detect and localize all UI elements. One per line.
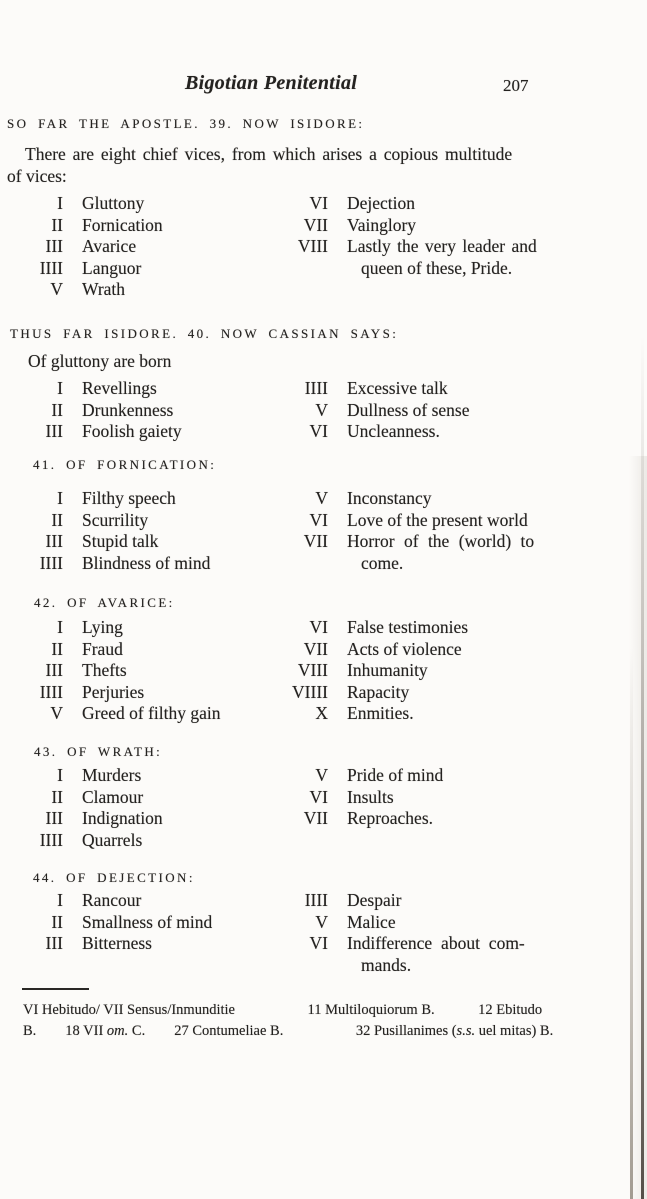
- list-row: [0, 765, 647, 787]
- vice-list-39: [0, 193, 647, 301]
- column-gap: [63, 378, 82, 400]
- column-gap: [63, 912, 82, 934]
- vice-label-right: Indifference about com-: [347, 933, 525, 954]
- column-gap: [328, 912, 347, 934]
- column-gap: [63, 830, 82, 852]
- list-row: [0, 258, 647, 280]
- roman-numeral-right: V: [315, 911, 328, 932]
- roman-numeral-left: III: [45, 236, 63, 257]
- column-gap: [328, 765, 347, 787]
- vice-label-left: Scurrility: [82, 509, 149, 530]
- vice-label-left: Indignation: [82, 808, 163, 829]
- roman-numeral-left: III: [45, 933, 63, 954]
- vice-label-left: Greed of filthy gain: [82, 703, 221, 724]
- roman-numeral-right: VIII: [297, 236, 328, 257]
- column-gap: [328, 258, 347, 280]
- roman-numeral-left: I: [57, 378, 63, 398]
- section-heading-43-wrath: 43. OF WRATH:: [34, 744, 163, 759]
- roman-numeral-left: I: [57, 488, 63, 508]
- roman-numeral-right: VII: [303, 214, 328, 235]
- vice-label-left: Lying: [82, 617, 123, 637]
- roman-numeral-left: III: [45, 660, 63, 681]
- roman-numeral-right: VI: [309, 617, 328, 637]
- roman-numeral-left: IIII: [39, 681, 63, 702]
- list-row: [0, 639, 647, 661]
- roman-numeral-left: II: [51, 638, 63, 659]
- list-row: [0, 531, 647, 553]
- column-gap: [63, 193, 82, 215]
- vice-label-right: Inconstancy: [347, 488, 432, 508]
- column-gap: [328, 193, 347, 215]
- roman-numeral-right: VI: [309, 509, 328, 530]
- column-gap: [328, 279, 347, 301]
- section-heading-44-dejection: 44. OF DEJECTION:: [33, 870, 195, 885]
- vice-label-right: queen of these, Pride.: [361, 257, 513, 278]
- roman-numeral-right: V: [315, 488, 328, 508]
- roman-numeral-right: VI: [309, 193, 328, 213]
- vice-label-left: Gluttony: [82, 193, 145, 213]
- column-gap: [328, 531, 347, 553]
- column-gap: [328, 703, 347, 725]
- column-gap: [328, 933, 347, 955]
- vice-label-right: Malice: [347, 911, 396, 932]
- roman-numeral-left: V: [50, 279, 63, 300]
- vice-label-left: Blindness of mind: [82, 552, 211, 573]
- roman-numeral-right: VIII: [297, 660, 328, 681]
- list-row: [0, 193, 647, 215]
- list-row: [0, 808, 647, 830]
- vice-label-left: Filthy speech: [82, 488, 176, 508]
- vice-label-right: Love of the present world: [347, 509, 528, 530]
- list-row: [0, 236, 647, 258]
- roman-numeral-left: I: [57, 765, 63, 785]
- list-row: [0, 510, 647, 532]
- vice-list-43-wrath: [0, 765, 647, 851]
- column-gap: [328, 955, 347, 977]
- column-gap: [328, 421, 347, 443]
- vice-label-right: mands.: [361, 954, 412, 975]
- column-gap: [328, 236, 347, 258]
- roman-numeral-right: [260, 830, 328, 852]
- column-gap: [63, 682, 82, 704]
- column-gap: [328, 830, 347, 852]
- column-gap: [328, 378, 347, 400]
- column-gap: [328, 682, 347, 704]
- column-gap: [63, 510, 82, 532]
- vice-label-right: Enmities.: [347, 703, 414, 724]
- vice-label-right: Despair: [347, 890, 402, 910]
- roman-numeral-right: VI: [309, 933, 328, 954]
- list-row: [0, 400, 647, 422]
- column-gap: [328, 215, 347, 237]
- column-gap: [328, 400, 347, 422]
- footnote-segment: uel mitas) B.: [475, 1023, 554, 1039]
- column-gap: [63, 660, 82, 682]
- column-gap: [63, 421, 82, 443]
- list-row: [0, 787, 647, 809]
- roman-numeral-right: VII: [303, 808, 328, 829]
- vice-label-right: False testimonies: [347, 617, 469, 637]
- roman-numeral-right: [260, 279, 328, 301]
- section-heading-41-fornication: 41. OF FORNICATION:: [33, 457, 217, 472]
- vice-label-right: Uncleanness.: [347, 421, 440, 442]
- roman-numeral-left: III: [45, 808, 63, 829]
- column-gap: [63, 890, 82, 912]
- column-gap: [328, 639, 347, 661]
- column-gap: [328, 808, 347, 830]
- vice-label-left: Murders: [82, 765, 142, 785]
- list-row: [0, 703, 647, 725]
- roman-numeral-left: III: [45, 421, 63, 442]
- section-heading-42-avarice: 42. OF AVARICE:: [34, 595, 175, 610]
- roman-numeral-right: [260, 955, 328, 977]
- roman-numeral-left: I: [57, 890, 63, 910]
- vice-label-left: Revellings: [82, 378, 157, 398]
- list-row: [0, 682, 647, 704]
- roman-numeral-left: IIII: [39, 829, 63, 850]
- list-row: [0, 279, 647, 301]
- roman-numeral-left: II: [51, 911, 63, 932]
- roman-numeral-right: IIII: [304, 378, 328, 398]
- roman-numeral-right: V: [315, 399, 328, 420]
- column-gap: [63, 703, 82, 725]
- roman-numeral-right: [260, 258, 328, 280]
- roman-numeral-right: VII: [303, 531, 328, 552]
- vice-list-40-gluttony: [0, 378, 647, 443]
- section-heading-39-isidore: SO FAR THE APOSTLE. 39. NOW ISIDORE:: [7, 116, 365, 131]
- vice-label-right: [347, 830, 647, 852]
- vice-label-left: Foolish gaiety: [82, 421, 182, 442]
- roman-numeral-right: VIIII: [292, 681, 328, 702]
- column-gap: [63, 933, 82, 955]
- vice-label-left: Bitterness: [82, 933, 152, 954]
- gluttony-intro-line: Of gluttony are born: [28, 351, 172, 371]
- vice-label-right: Insults: [347, 786, 394, 807]
- list-row: [0, 617, 647, 639]
- vice-label-right: Vainglory: [347, 214, 417, 235]
- list-row: [0, 890, 647, 912]
- roman-numeral-left: [0, 955, 63, 977]
- roman-numeral-right: VI: [309, 786, 328, 807]
- column-gap: [63, 215, 82, 237]
- vice-label-left: Thefts: [82, 660, 127, 681]
- footnote-italic-segment: om.: [106, 1023, 129, 1039]
- roman-numeral-right: VII: [303, 638, 328, 659]
- vice-label-right: Dullness of sense: [347, 399, 470, 420]
- list-row: [0, 933, 647, 955]
- column-gap: [63, 400, 82, 422]
- vice-list-41-fornication: [0, 488, 647, 574]
- list-row: [0, 215, 647, 237]
- column-gap: [63, 955, 82, 977]
- column-gap: [328, 617, 347, 639]
- vice-list-44-dejection: [0, 890, 647, 976]
- roman-numeral-left: II: [51, 509, 63, 530]
- column-gap: [328, 787, 347, 809]
- roman-numeral-left: I: [57, 617, 63, 637]
- vice-label-left: Fraud: [82, 638, 123, 659]
- intro-paragraph-line-2: of vices:: [7, 166, 67, 186]
- footnote-segment: B. 18 VII: [23, 1023, 107, 1039]
- column-gap: [63, 617, 82, 639]
- column-gap: [63, 279, 82, 301]
- column-gap: [63, 765, 82, 787]
- roman-numeral-right: VI: [309, 421, 328, 442]
- roman-numeral-left: I: [57, 193, 63, 213]
- vice-label-right: Lastly the very leader and: [347, 236, 537, 257]
- roman-numeral-right: IIII: [304, 890, 328, 910]
- roman-numeral-right: V: [315, 765, 328, 785]
- vice-label-right: Acts of violence: [347, 638, 462, 659]
- list-row: [0, 378, 647, 400]
- list-row: [0, 488, 647, 510]
- list-row: [0, 830, 647, 852]
- list-row: [0, 421, 647, 443]
- column-gap: [63, 787, 82, 809]
- vice-label-left: Wrath: [82, 279, 126, 300]
- roman-numeral-left: II: [51, 786, 63, 807]
- footnote-separator-rule: [22, 988, 89, 990]
- list-row: [0, 955, 647, 977]
- vice-label-right: Excessive talk: [347, 378, 448, 398]
- vice-list-42-avarice: [0, 617, 647, 725]
- list-row: [0, 912, 647, 934]
- vice-label-right: Reproaches.: [347, 808, 434, 829]
- column-gap: [63, 639, 82, 661]
- roman-numeral-right: [260, 553, 328, 575]
- vice-label-right: [347, 279, 647, 301]
- page-edge-line-outer: [641, 0, 644, 1199]
- column-gap: [63, 236, 82, 258]
- footnote-italic-segment: s.s.: [456, 1023, 476, 1039]
- column-gap: [63, 258, 82, 280]
- footnote-line-2: [23, 1021, 553, 1043]
- roman-numeral-left: IIII: [39, 257, 63, 278]
- footnote-segment: C. 27 Contumeliae B. 32 Pusillanimes (: [128, 1023, 457, 1039]
- vice-label-left: Quarrels: [82, 829, 143, 850]
- column-gap: [328, 488, 347, 510]
- column-gap: [63, 553, 82, 575]
- vice-label-left: [82, 955, 260, 977]
- vice-label-left: Smallness of mind: [82, 911, 213, 932]
- footnote-line-1: VI Hebitudo/ VII Sensus/Inmunditie 11 Multiloquiorum B. 12 Ebitudo: [23, 1002, 543, 1018]
- column-gap: [328, 510, 347, 532]
- page-number: 207: [503, 76, 529, 95]
- vice-label-left: Clamour: [82, 786, 144, 807]
- column-gap: [63, 531, 82, 553]
- vice-label-left: Stupid talk: [82, 531, 159, 552]
- column-gap: [328, 890, 347, 912]
- roman-numeral-right: X: [315, 703, 328, 724]
- vice-label-left: Fornication: [82, 214, 163, 235]
- vice-label-left: Avarice: [82, 236, 137, 257]
- column-gap: [328, 660, 347, 682]
- vice-label-right: Inhumanity: [347, 660, 428, 681]
- section-heading-40-cassian: THUS FAR ISIDORE. 40. NOW CASSIAN SAYS:: [10, 326, 399, 341]
- vice-label-left: Languor: [82, 257, 142, 278]
- vice-label-right: Dejection: [347, 193, 416, 213]
- list-row: [0, 553, 647, 575]
- roman-numeral-left: III: [45, 531, 63, 552]
- vice-label-right: Horror of the (world) to: [347, 531, 535, 552]
- vice-label-right: Rapacity: [347, 681, 410, 702]
- running-head-title: Bigotian Penitential: [185, 72, 358, 94]
- vice-label-right: Pride of mind: [347, 765, 444, 785]
- roman-numeral-left: II: [51, 399, 63, 420]
- vice-label-left: Perjuries: [82, 681, 145, 702]
- vice-label-left: Rancour: [82, 890, 142, 910]
- column-gap: [63, 488, 82, 510]
- roman-numeral-left: II: [51, 214, 63, 235]
- list-row: [0, 660, 647, 682]
- intro-paragraph-line-1: There are eight chief vices, from which arises a copious multitude: [25, 144, 513, 164]
- vice-label-right: come.: [361, 552, 404, 573]
- vice-label-left: Drunkenness: [82, 399, 174, 420]
- column-gap: [328, 553, 347, 575]
- roman-numeral-left: V: [50, 703, 63, 724]
- column-gap: [63, 808, 82, 830]
- roman-numeral-left: IIII: [39, 552, 63, 573]
